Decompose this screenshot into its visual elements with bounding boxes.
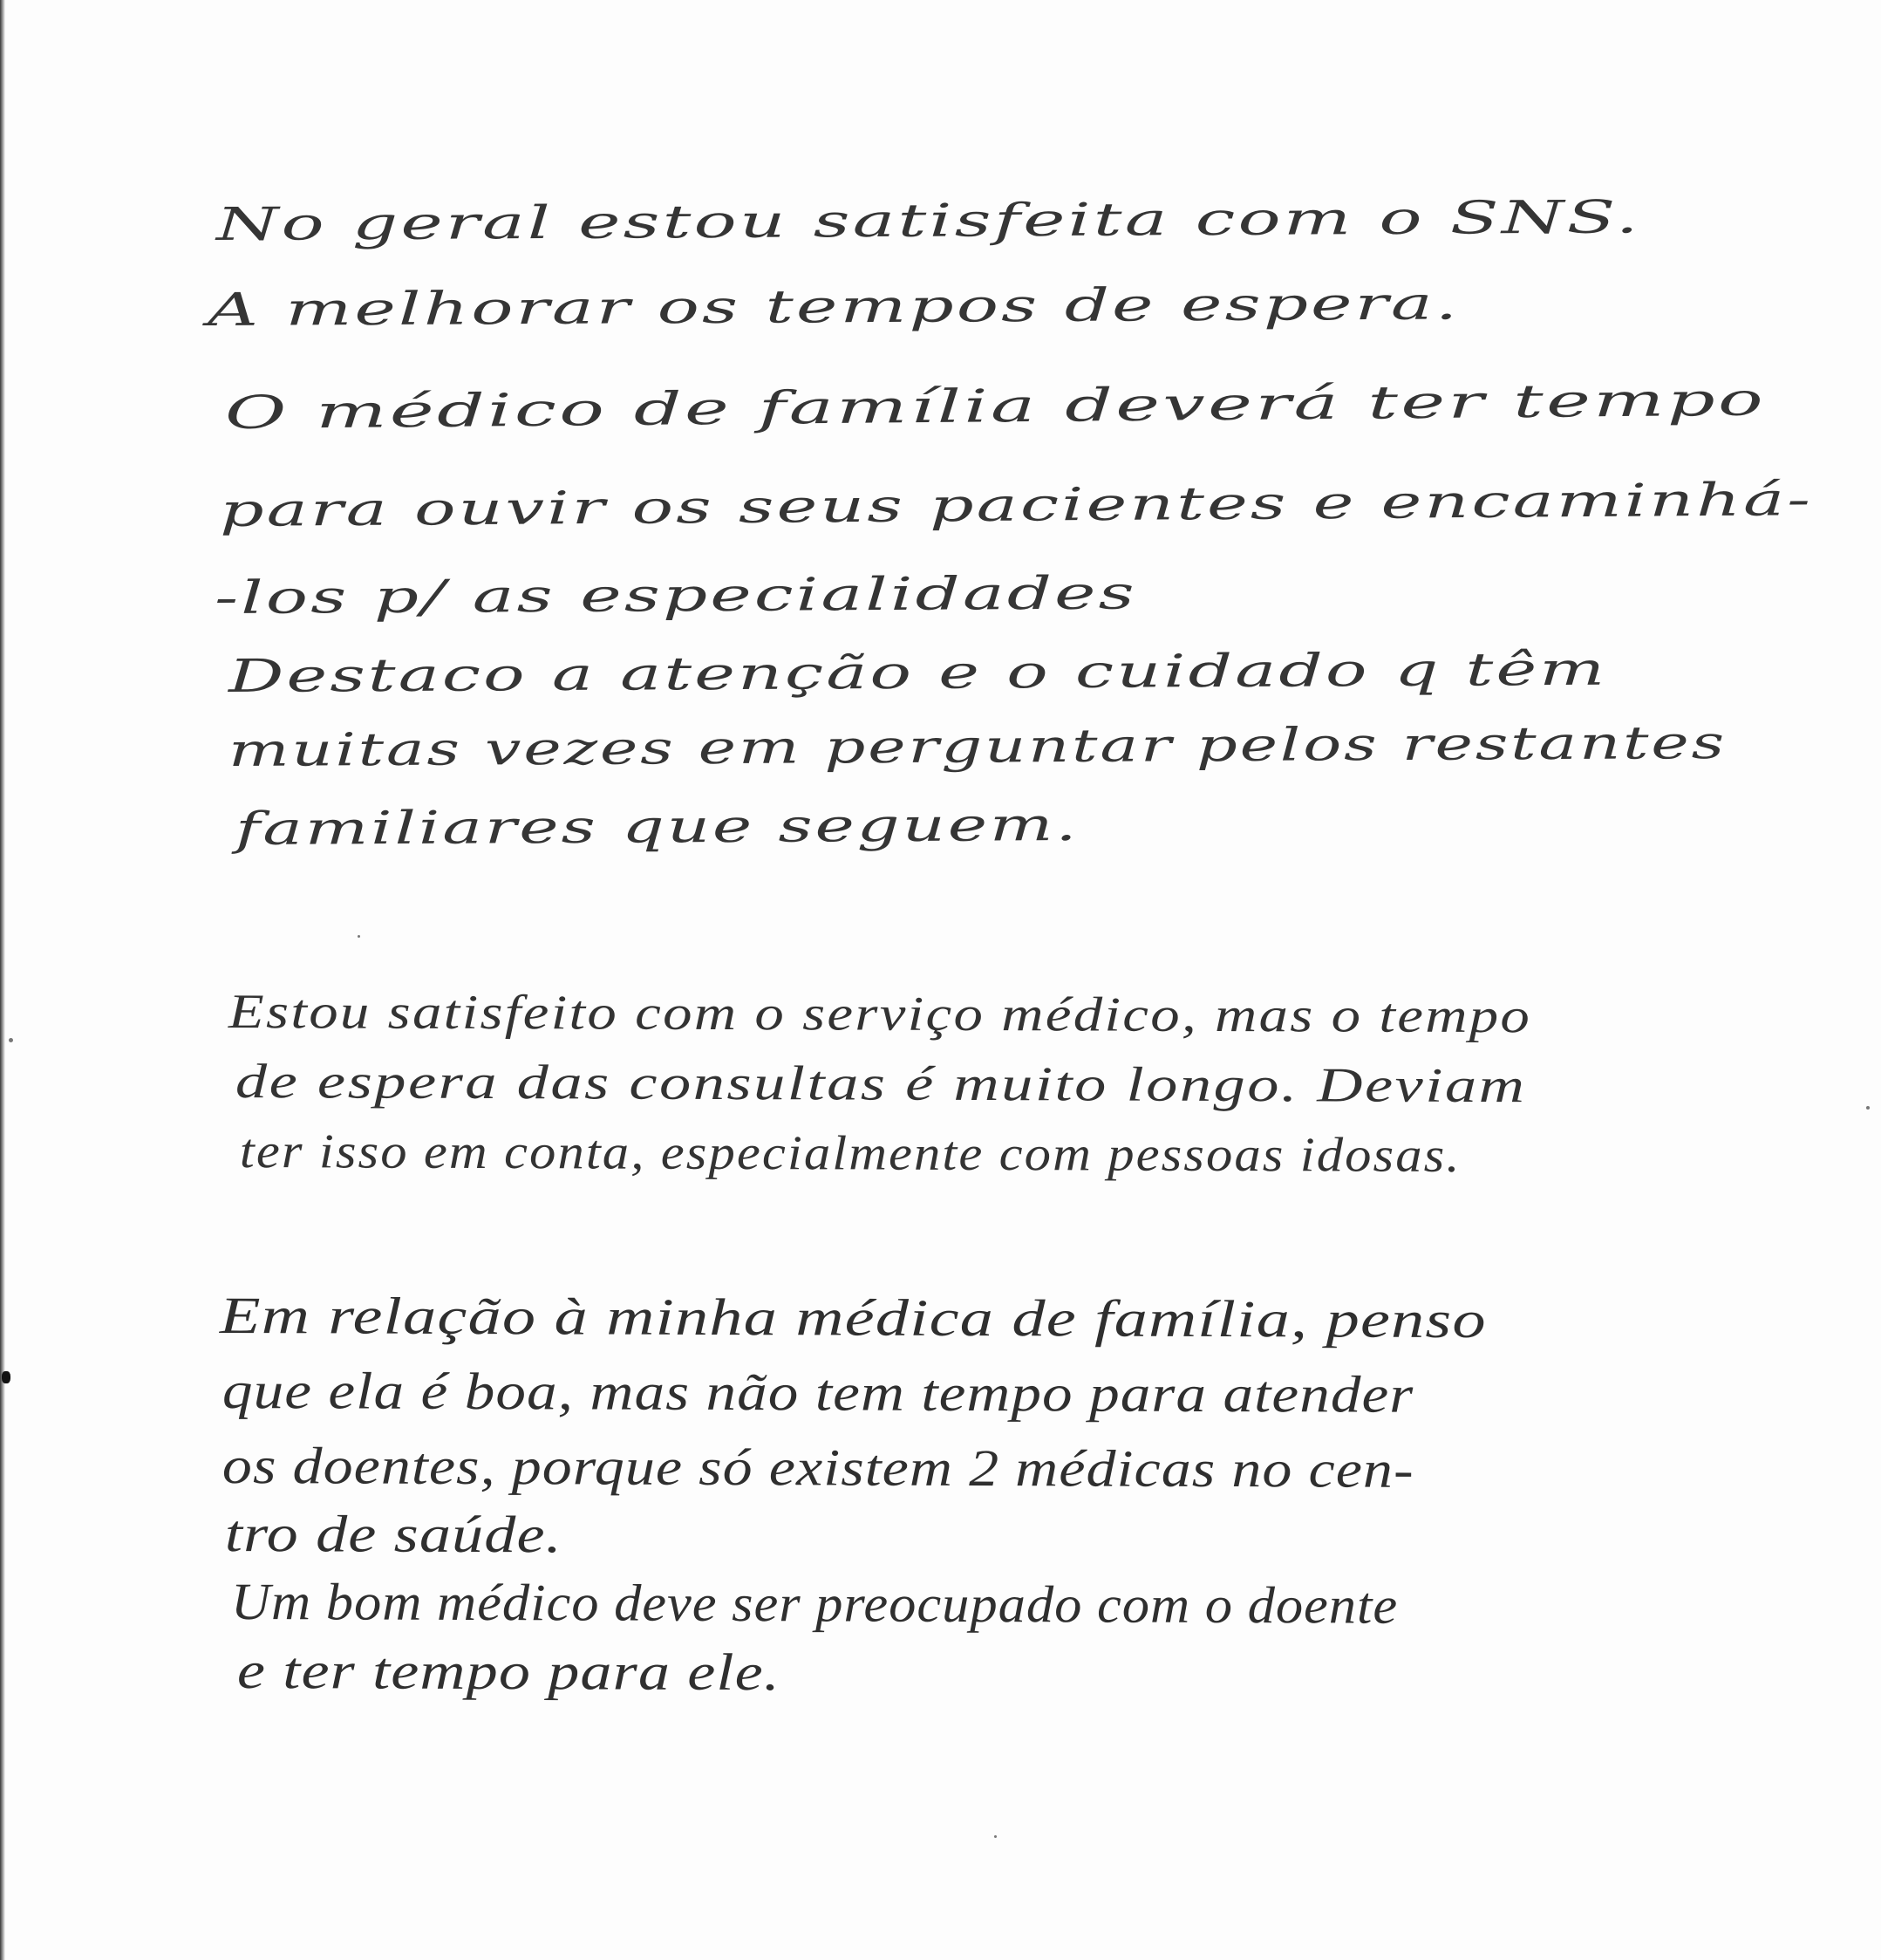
- handwritten-line: de espera das consultas é muito longo. Deviam: [235, 1055, 1527, 1114]
- handwritten-line: muitas vezes em perguntar pelos restantes: [228, 717, 1728, 777]
- handwritten-line: tro de saúde.: [224, 1505, 563, 1564]
- scan-speck: [2, 1371, 10, 1383]
- handwritten-line: -los p/ as especialidades: [214, 567, 1137, 625]
- handwritten-line: A melhorar os tempos de espera.: [207, 277, 1461, 337]
- handwritten-line: os doentes, porque só existem 2 médicas no cen-: [221, 1437, 1414, 1499]
- handwritten-line: Em relação à minha médica de família, penso: [219, 1287, 1487, 1349]
- handwritten-line: Um bom médico deve ser preocupado com o doente: [230, 1573, 1399, 1635]
- handwritten-line: O médico de família deverá ter tempo: [224, 373, 1767, 440]
- scan-speck: [358, 935, 360, 938]
- page-edge-shadow: [0, 0, 5, 1960]
- handwritten-line: No geral estou satisfeita com o SNS.: [215, 191, 1641, 251]
- handwritten-line: e ter tempo para ele.: [236, 1642, 781, 1702]
- handwritten-line: para ouvir os seus pacientes e encaminhá-: [219, 474, 1814, 537]
- scan-speck: [994, 1835, 997, 1838]
- handwritten-line: familiares que seguem.: [235, 798, 1080, 856]
- scan-speck: [9, 1038, 13, 1042]
- handwritten-line: Estou satisfeito com o serviço médico, mas o tempo: [228, 985, 1532, 1044]
- handwritten-line: Destaco a atenção e o cuidado q têm: [228, 643, 1608, 703]
- handwritten-line: que ela é boa, mas não tem tempo para atender: [221, 1362, 1414, 1424]
- handwritten-line: ter isso em conta, especialmente com pessoas idosas.: [239, 1124, 1462, 1183]
- scan-speck: [1866, 1106, 1870, 1110]
